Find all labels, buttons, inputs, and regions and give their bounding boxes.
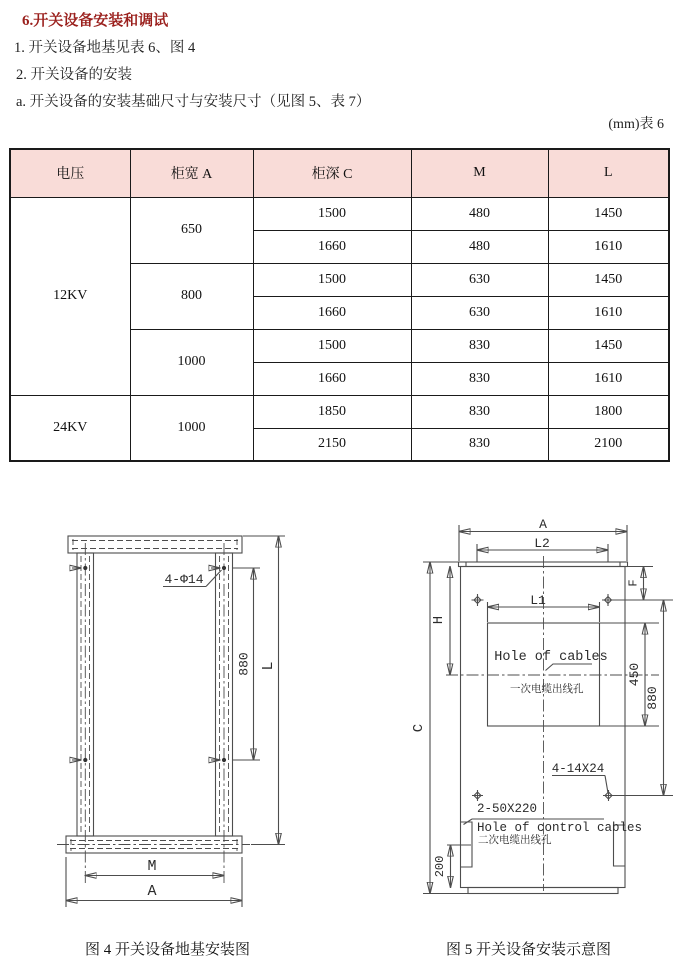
cabinet-width-cell: 1000: [130, 395, 253, 461]
fig5-label-cable-hole-cn: 一次电缆出线孔: [510, 683, 584, 695]
value-cell: 1450: [548, 263, 669, 296]
value-cell: 830: [411, 329, 548, 362]
fig4-label-880: 880: [236, 652, 252, 676]
cabinet-width-cell: 1000: [130, 329, 253, 395]
voltage-cell: 24KV: [10, 395, 130, 461]
fig5-label-h: H: [431, 615, 447, 625]
value-cell: 2100: [548, 428, 669, 461]
value-cell: 830: [411, 428, 548, 461]
value-cell: 830: [411, 395, 548, 428]
table-row: [10, 395, 669, 428]
section-title: 6.开关设备安装和调试: [22, 13, 169, 29]
spec-table-header: [10, 149, 669, 197]
value-cell: 480: [411, 230, 548, 263]
value-cell: 1660: [253, 362, 411, 395]
col-header-l: L: [548, 149, 669, 197]
col-header-voltage: 电压: [10, 149, 130, 197]
fig4-label-holes: 4-Φ14: [164, 572, 204, 587]
fig5-label-450: 450: [627, 662, 642, 687]
spec-table: [9, 148, 670, 462]
fig5-label-l1: L1: [530, 593, 546, 608]
figure5-caption: 图 5 开关设备安装示意图: [446, 942, 612, 958]
value-cell: 1850: [253, 395, 411, 428]
value-cell: 1500: [253, 197, 411, 230]
value-cell: 1610: [548, 230, 669, 263]
fig5-label-slots-2: 2-50X220: [477, 802, 538, 816]
fig5-label-200: 200: [433, 855, 447, 878]
fig4-structure: [57, 536, 250, 883]
list-item-2: 2. 开关设备的安装: [16, 67, 132, 83]
table-unit-label: (mm)表 6: [608, 117, 664, 132]
fig5-label-f: F: [626, 579, 641, 587]
fig4-anchor-holes: [72, 566, 226, 762]
list-item-1: 1. 开关设备地基见表 6、图 4: [14, 40, 196, 56]
value-cell: 1610: [548, 296, 669, 329]
voltage-cell: 12KV: [10, 197, 130, 395]
fig4-label-l: L: [260, 661, 277, 671]
fig4-label-a: A: [147, 883, 157, 900]
value-cell: 1450: [548, 197, 669, 230]
fig4-label-m: M: [147, 858, 157, 875]
figure5-drawing: [398, 515, 680, 930]
value-cell: 1450: [548, 329, 669, 362]
fig5-label-control-hole-en: Hole of control cables: [477, 821, 643, 835]
col-header-m: M: [411, 149, 548, 197]
fig5-label-holes-4: 4-14X24: [551, 762, 605, 776]
table-row: [10, 197, 669, 230]
fig5-label-control-hole-cn: 二次电缆出线孔: [478, 834, 552, 846]
cabinet-width-cell: 650: [130, 197, 253, 263]
value-cell: 830: [411, 362, 548, 395]
value-cell: 1800: [548, 395, 669, 428]
spec-table-body: [10, 197, 669, 461]
fig5-label-880: 880: [645, 686, 660, 710]
value-cell: 2150: [253, 428, 411, 461]
figure4-caption: 图 4 开关设备地基安装图: [85, 942, 251, 958]
value-cell: 480: [411, 197, 548, 230]
value-cell: 630: [411, 296, 548, 329]
col-header-depth-c: 柜深 C: [253, 149, 411, 197]
fig5-label-l2: L2: [534, 536, 550, 551]
fig5-label-cable-hole-en: Hole of cables: [494, 650, 608, 665]
figure4-drawing: [30, 515, 330, 930]
fig5-label-a: A: [539, 517, 547, 532]
value-cell: 630: [411, 263, 548, 296]
list-item-3: a. 开关设备的安装基础尺寸与安装尺寸（见图 5、表 7）: [16, 94, 371, 110]
value-cell: 1500: [253, 329, 411, 362]
col-header-width-a: 柜宽 A: [130, 149, 253, 197]
value-cell: 1610: [548, 362, 669, 395]
fig4-dimensions: [66, 536, 285, 907]
fig5-label-c: C: [411, 723, 427, 733]
value-cell: 1660: [253, 296, 411, 329]
cabinet-width-cell: 800: [130, 263, 253, 329]
value-cell: 1500: [253, 263, 411, 296]
value-cell: 1660: [253, 230, 411, 263]
